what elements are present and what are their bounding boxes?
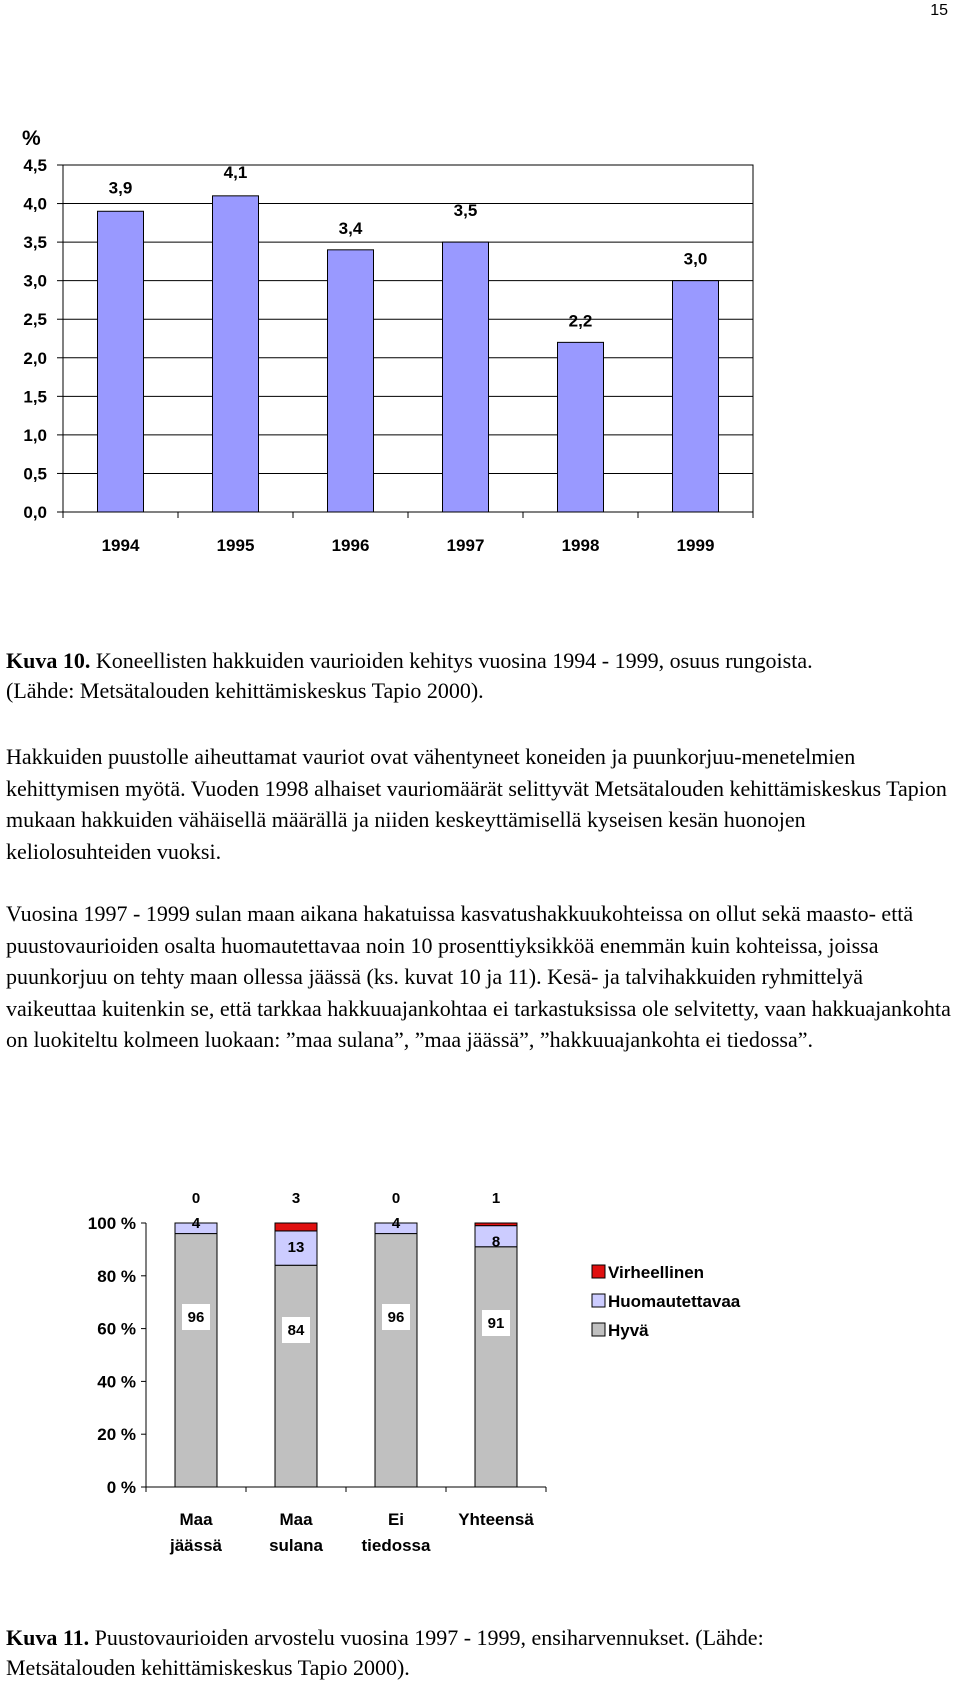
bar	[328, 250, 374, 512]
figure-11-caption	[6, 1623, 936, 1683]
bar-value-label: 3,4	[338, 218, 363, 238]
legend-swatch	[592, 1265, 605, 1278]
y-tick-label: 40 %	[97, 1372, 136, 1392]
y-tick-label: 0,5	[23, 464, 47, 484]
y-tick-label: 1,5	[23, 387, 47, 407]
y-tick-label: 3,5	[23, 233, 47, 253]
y-axis-label: %	[22, 127, 41, 150]
x-tick-label: jäässä	[170, 1536, 222, 1555]
figure-10-caption	[6, 646, 936, 706]
damage-trend-bar-chart	[0, 120, 770, 610]
segment-value-label: 91	[487, 1315, 505, 1332]
x-tick-label: Ei	[387, 1510, 405, 1529]
x-tick-label: 1994	[101, 536, 140, 555]
legend-swatch	[592, 1323, 605, 1336]
figure-10-source: (Lähde: Metsätalouden kehittämiskeskus Tapio 2000).	[6, 678, 484, 703]
x-tick-label: Maa	[279, 1510, 313, 1529]
bar-segment	[275, 1265, 317, 1487]
bar-value-label: 3,5	[453, 201, 478, 221]
y-tick-label: 20 %	[97, 1425, 136, 1445]
y-tick-label: 4,5	[23, 156, 47, 175]
bar-value-label: 3,0	[683, 249, 708, 269]
bar	[443, 242, 489, 512]
bar-segment	[175, 1234, 217, 1487]
x-tick-label: Maa	[179, 1510, 213, 1529]
segment-value-label: 96	[187, 1309, 205, 1326]
bar-segment	[375, 1234, 417, 1487]
plot-area	[63, 162, 753, 512]
legend-label: Virheellinen	[608, 1263, 705, 1282]
y-tick-label: 0,0	[23, 503, 47, 522]
y-tick-label: 80 %	[97, 1266, 136, 1286]
y-tick-label: 3,0	[23, 271, 47, 291]
x-tick-label: 1995	[216, 536, 255, 555]
figure-11-text: Puustovaurioiden arvostelu vuosina 1997 - 1999, ensiharvennukset. (Lähde:	[89, 1625, 764, 1650]
y-tick-label: 60 %	[97, 1319, 136, 1339]
segment-value-label: 1	[491, 1190, 501, 1207]
paragraph-2: Vuosina 1997 - 1999 sulan maan aikana hakatuissa kasvatushakkuukohteissa on ollut sekä maasto- että puustovaurioiden osalta huomautettavaa noin 10 prosenttiyksikköä enemmän kuin kohteissa, joissa puunkorjuu on tehty maan ollessa jäässä (ks. kuvat 10 ja 11). Kesä- ja talvihakkuiden ryhmittelyä vaikeuttaa kuitenkin se, että tarkkaa hakkuuajankohtaa ei tarkastuksissa ole selvitetty, vaan hakkuajankohta on luokiteltu kolmeen luokaan: ”maa sulana”, ”maa jäässä”, ”hakkuuajankohta ei tiedossa”.	[6, 901, 951, 1052]
segment-value-label: 8	[491, 1233, 501, 1251]
y-tick-label: 100 %	[87, 1214, 136, 1233]
x-tick-label: 1996	[331, 536, 370, 555]
page-number: 15	[930, 2, 948, 19]
bar	[558, 342, 604, 512]
y-tick-label: 4,0	[23, 194, 47, 214]
y-tick-label: 0 %	[106, 1478, 136, 1497]
bar	[213, 196, 259, 512]
figure-11-source: Metsätalouden kehittämiskeskus Tapio 2000).	[6, 1655, 410, 1680]
paragraph-1: Hakkuiden puustolle aiheuttamat vauriot ovat vähentyneet koneiden ja puunkorjuu-menetelmien kehittymisen myötä. Vuoden 1998 alhaiset vauriomäärät selittyvät Metsätalouden kehittämiskeskus Tapion mukaan hakkuiden vähäisellä määrällä ja niiden keskeyttämisellä kyseisen kesän huonojen keliolosuhteiden vuoksi.	[6, 744, 947, 864]
x-tick-label: 1997	[446, 536, 485, 555]
bar	[673, 281, 719, 512]
tree-damage-stacked-chart	[60, 1185, 800, 1555]
segment-value-label: 96	[387, 1309, 405, 1326]
segment-value-label: 4	[191, 1215, 201, 1232]
x-tick-label: tiedossa	[361, 1536, 431, 1555]
bar-value-label: 2,2	[568, 311, 593, 331]
segment-value-label: 13	[287, 1238, 305, 1256]
bar-segment	[475, 1247, 517, 1487]
bar-value-label: 4,1	[223, 162, 248, 182]
y-tick-label: 2,0	[23, 348, 47, 368]
legend-label: Huomautettavaa	[608, 1292, 741, 1311]
segment-value-label: 0	[391, 1190, 401, 1207]
x-tick-label: sulana	[269, 1536, 323, 1555]
legend-label: Hyvä	[608, 1321, 649, 1340]
segment-value-label: 3	[291, 1190, 301, 1207]
segment-value-label: 0	[191, 1190, 201, 1207]
figure-11-label: Kuva 11.	[6, 1625, 90, 1650]
segment-value-label: 84	[287, 1322, 305, 1339]
figure-10-text: Koneellisten hakkuiden vaurioiden kehitys vuosina 1994 - 1999, osuus rungoista.	[90, 648, 813, 673]
y-tick-label: 1,0	[23, 425, 47, 445]
bar-segment	[475, 1223, 517, 1226]
segment-value-label: 4	[391, 1215, 401, 1232]
x-tick-label: 1999	[676, 536, 715, 555]
x-tick-label: Yhteensä	[458, 1510, 534, 1529]
y-tick-label: 2,5	[23, 310, 47, 330]
figure-10-label: Kuva 10.	[6, 648, 91, 673]
legend-swatch	[592, 1294, 605, 1307]
x-tick-label: 1998	[561, 536, 600, 555]
bar-segment	[275, 1223, 317, 1231]
bar-value-label: 3,9	[108, 178, 133, 198]
bar	[98, 211, 144, 512]
